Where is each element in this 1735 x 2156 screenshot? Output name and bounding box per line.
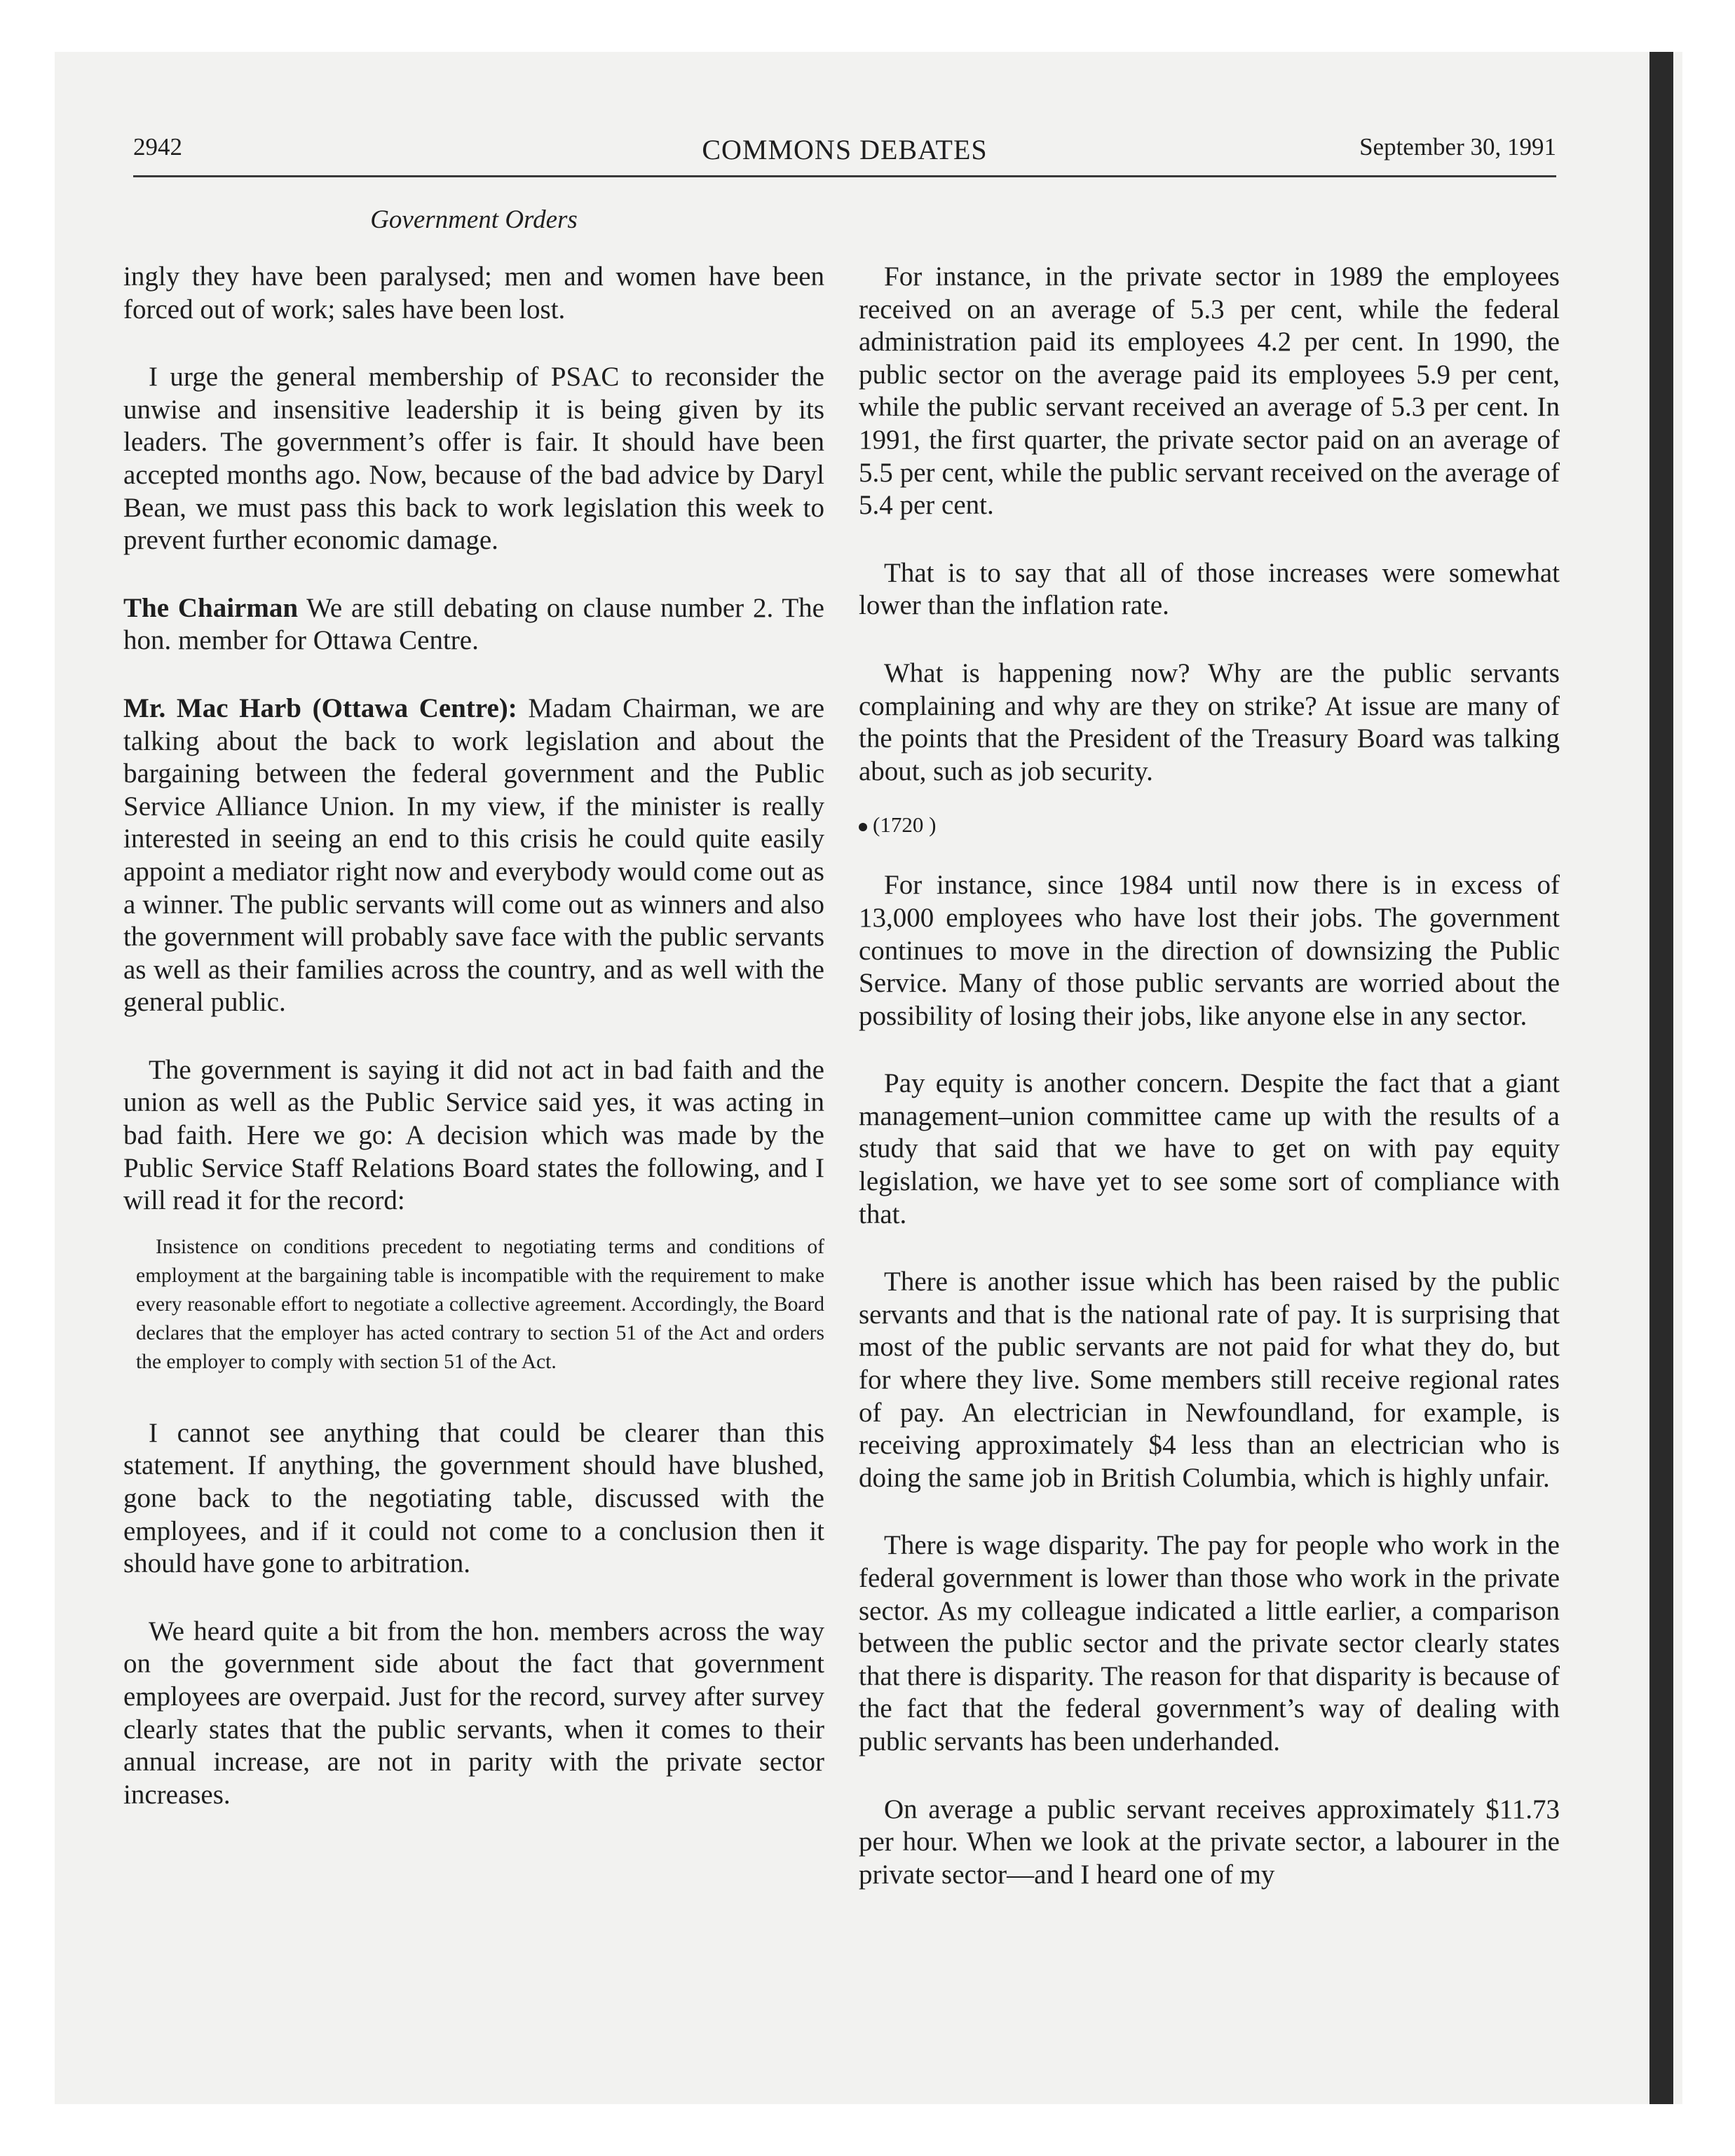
page-number: 2942	[133, 133, 182, 161]
speech-text: We are still debating on clause number 2. The hon. member for Ottawa Centre.	[123, 592, 824, 656]
timestamp-text: (1720 )	[873, 812, 937, 838]
paragraph: I cannot see anything that could be clearer than this statement. If anything, the government should have blushed, gone back to the negotiating table, discussed with the employees, and if it could not come to a conclusion then it should have gone to arbitration.	[123, 1417, 824, 1579]
right-column	[859, 261, 1560, 1891]
bullet-icon	[859, 823, 867, 831]
paragraph: On average a public servant receives approximately $11.73 per hour. When we look at the private sector, a labourer in the private sector—and I heard one of my	[859, 1794, 1560, 1890]
speaker-name: The Chairman	[123, 592, 299, 623]
paragraph: What is happening now? Why are the public servants complaining and why are they on strike? At issue are many of the points that the President of the Treasury Board was talking about, such as job security.	[859, 657, 1560, 786]
paragraph: ingly they have been paralysed; men and women have been forced out of work; sales have been lost.	[123, 261, 824, 325]
speaker-paragraph	[123, 592, 824, 657]
paragraph: That is to say that all of those increases were somewhat lower than the inflation rate.	[859, 557, 1560, 621]
scan-edge-shadow	[1649, 52, 1673, 2104]
speaker-name: Mr. Mac Harb (Ottawa Centre):	[123, 692, 517, 723]
running-header	[133, 133, 1556, 175]
issue-date: September 30, 1991	[1359, 133, 1556, 161]
speech-text: Madam Chairman, we are talking about the back to work legislation and about the bargaining between the federal government and the Public Service Alliance Union. In my view, if the minister is really interested in seeing an end to this crisis he could quite easily appoint a mediator right now and everybody would come out as a winner. The public servants will come out as winners and also the government will probably save face with the public servants as well as their families across the country, and as well with the general public.	[123, 692, 824, 1018]
section-label: Government Orders	[370, 205, 578, 234]
block-quote: Insistence on conditions precedent to negotiating terms and conditions of employment at the bargaining table is incompatible with the requirement to make every reasonable effort to negotiate a collective agreement. Accordingly, the Board declares that the employer has acted contrary to section 51 of the Act and orders the employer to comply with section 51 of the Act.	[136, 1235, 824, 1373]
paragraph: We heard quite a bit from the hon. members across the way on the government side about the fact that government employees are overpaid. Just for the record, survey after survey clearly states that the public servants, when it comes to their annual increase, are not in parity with the private sector increases.	[123, 1616, 824, 1810]
timestamp-marker	[859, 809, 1560, 841]
speaker-paragraph	[123, 692, 824, 1019]
left-column	[123, 261, 824, 1811]
header-rule	[133, 175, 1556, 177]
paragraph: For instance, since 1984 until now there is in excess of 13,000 employees who have lost their jobs. The government continues to move in the direction of downsizing the Public Service. Many of those public servants are worried about the possibility of losing their jobs, like anyone else in any sector.	[859, 870, 1560, 1031]
paragraph: The government is saying it did not act in bad faith and the union as well as the Public Service said yes, it was acting in bad faith. Here we go: A decision which was made by the Public Service Staff Relations Board states the following, and I will read it for the record:	[123, 1054, 824, 1216]
paragraph: There is another issue which has been raised by the public servants and that is the national rate of pay. It is surprising that most of the public servants are not paid for what they do, but for where they live. Some members still receive regional rates of pay. An electrician in Newfoundland, for example, is receiving approximately $4 less than an electrician who is doing the same job in British Columbia, which is highly unfair.	[859, 1267, 1560, 1493]
paragraph: I urge the general membership of PSAC to reconsider the unwise and insensitive leadership it is being given by its leaders. The government’s offer is fair. It should have been accepted months ago. Now, because of the bad advice by Daryl Bean, we must pass this back to work legislation this week to prevent further economic damage.	[123, 362, 824, 556]
paragraph: Pay equity is another concern. Despite the fact that a giant management–union committee came up with the results of a study that said that we have to get on with pay equity legislation, we have yet to see some sort of compliance with that.	[859, 1068, 1560, 1229]
paragraph: There is wage disparity. The pay for people who work in the federal government is lower than those who work in the private sector. As my colleague indicated a little earlier, a comparison between the public sector and the private sector clearly states that there is disparity. The reason for that disparity is because of the fact that the federal government’s way of dealing with public servants has been underhanded.	[859, 1530, 1560, 1756]
paragraph: For instance, in the private sector in 1989 the employees received on an average of 5.3 per cent, while the federal administration paid its employees 4.2 per cent. In 1990, the public sector on the average paid its employees 5.9 per cent, while the public servant received an average of 5.3 per cent. In 1991, the first quarter, the private sector paid on an average of 5.5 per cent, while the public servant received on the average of 5.4 per cent.	[859, 261, 1560, 521]
publication-title: COMMONS DEBATES	[702, 134, 988, 165]
